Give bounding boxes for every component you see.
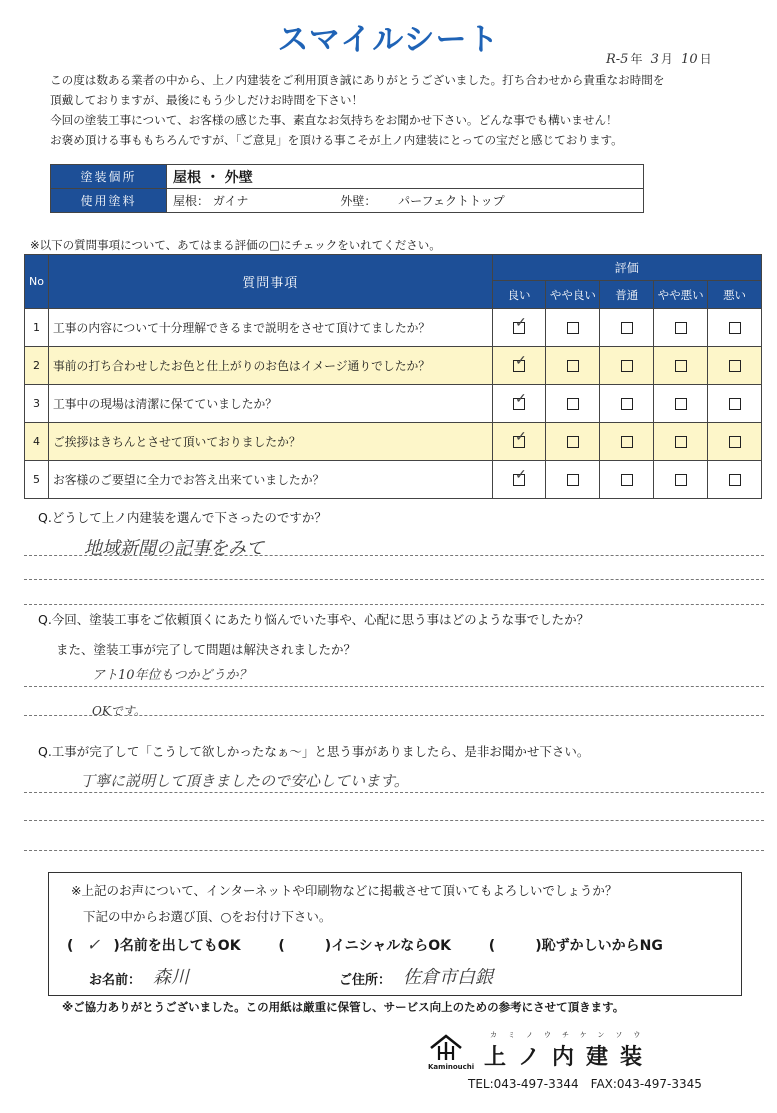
date-month-unit: 月 (660, 52, 673, 66)
address-value: 佐倉市白銀 (403, 967, 493, 988)
col-rating-header: 評価 (492, 255, 761, 281)
checkbox[interactable] (621, 360, 633, 372)
answer-line (24, 715, 764, 716)
question-row (25, 347, 762, 385)
question-1: Q.どうして上ノ内建装を選んで下さったのですか？ (38, 510, 327, 525)
area-label: 塗装個所 (51, 165, 167, 189)
col-question-header: 質問事項 (48, 255, 492, 309)
checkbox[interactable] (567, 322, 579, 334)
check-mark-icon: ✓ (515, 353, 527, 369)
date-day: 10 (681, 52, 698, 67)
rating-cell (492, 347, 546, 385)
check-mark-icon: ✓ (515, 467, 527, 483)
rating-header: 良い (492, 281, 546, 309)
wall-value: パーフェクトトップ (398, 194, 505, 208)
checkbox[interactable] (675, 398, 687, 410)
checkbox[interactable] (675, 474, 687, 486)
consent-box (48, 872, 742, 996)
checkbox[interactable] (621, 322, 633, 334)
company-name: 上ノ内建装 (484, 1045, 655, 1070)
rating-cell (654, 461, 708, 499)
question-row (25, 423, 762, 461)
evaluation-rows (25, 309, 762, 499)
option-initial-ok-label: イニシャルならOK (331, 938, 452, 954)
row-question: 工事中の現場は清潔に保てていましたか？ (48, 385, 492, 423)
option-ng-label: 恥ずかしいからNG (541, 938, 663, 954)
rating-cell (546, 461, 600, 499)
sheet-title: スマイルシート (277, 22, 500, 58)
option-initial-ok[interactable]: ( )イニシャルならOK (278, 938, 452, 954)
name-value: 森川 (153, 967, 189, 988)
paint-value (167, 189, 644, 213)
row-question: 工事の内容について十分理解できるまで説明をさせて頂けてましたか？ (48, 309, 492, 347)
intro-line: 今回の塗装工事について、お客様の感じた事、素直なお気持ちをお聞かせ下さい。どんな事でも構いません！ (50, 113, 618, 127)
row-question: ご挨拶はきちんとさせて頂いておりましたか？ (48, 423, 492, 461)
intro-text (50, 70, 760, 150)
row-number: 1 (25, 309, 49, 347)
row-number: 5 (25, 461, 49, 499)
rating-cell (708, 423, 762, 461)
checkbox[interactable] (513, 391, 527, 410)
checkbox[interactable] (513, 429, 527, 448)
answer-line (24, 555, 764, 556)
date-month: 3 (650, 52, 659, 67)
answer-line (24, 604, 764, 605)
option-name-ok-label: 名前を出してもOK (119, 938, 241, 954)
question-row (25, 385, 762, 423)
answer-line (24, 579, 764, 580)
rating-cell (600, 309, 654, 347)
rating-cell (600, 423, 654, 461)
answer-3: 丁寧に説明して頂きましたので安心しています。 (80, 772, 409, 790)
wall-label: 外壁： (340, 194, 377, 208)
evaluation-table (24, 254, 762, 499)
checkbox[interactable] (729, 436, 741, 448)
rating-cell (546, 309, 600, 347)
thanks-note: ※ご協力ありがとうございました。この用紙は厳重に保管し、サービス向上のための参考にさせて頂きます。 (62, 1000, 625, 1014)
check-mark: ✓ (86, 935, 101, 954)
rating-cell (600, 461, 654, 499)
check-mark-icon: ✓ (515, 315, 527, 331)
roof-label: 屋根： (173, 194, 210, 208)
intro-line: お褒め頂ける事ももちろんですが、「ご意見」を頂ける事こそが上ノ内建装にとっての宝だと感じております。 (50, 133, 623, 147)
answer-2b: OKです。 (92, 704, 146, 718)
rating-cell (708, 347, 762, 385)
answer-2a: アト10年位もつかどうか？ (92, 668, 252, 683)
instruction-note: ※以下の質問事項について、あてはまる評価の□にチェックをいれてください。 (30, 238, 441, 252)
checkbox[interactable] (729, 398, 741, 410)
row-question: 事前の打ち合わせしたお色と仕上がりのお色はイメージ通りでしたか？ (48, 347, 492, 385)
checkbox[interactable] (729, 322, 741, 334)
option-ng[interactable]: ( )恥ずかしいからNG (488, 938, 663, 954)
company-ruby: カミノウチケンソウ (490, 1031, 652, 1039)
row-question: お客様のご要望に全力でお答え出来ていましたか？ (48, 461, 492, 499)
checkbox[interactable] (621, 474, 633, 486)
checkbox[interactable] (621, 398, 633, 410)
checkbox[interactable] (567, 360, 579, 372)
roof-value: ガイナ (212, 194, 249, 208)
rating-header: 悪い (708, 281, 762, 309)
checkbox[interactable] (513, 315, 527, 334)
rating-cell (546, 347, 600, 385)
rating-header: 普通 (600, 281, 654, 309)
intro-line: 頂戴しておりますが、最後にもう少しだけお時間を下さい！ (50, 93, 364, 107)
logo-english: Kaminouchi (428, 1063, 475, 1071)
rating-cell (600, 347, 654, 385)
rating-cell (600, 385, 654, 423)
checkbox[interactable] (675, 360, 687, 372)
rating-cell (654, 423, 708, 461)
question-2: Q.今回、塗装工事をご依頼頂くにあたり悩んでいた事や、心配に思う事はどのような事でしたか？ (38, 612, 590, 627)
checkbox[interactable] (729, 360, 741, 372)
checkbox[interactable] (513, 467, 527, 486)
checkbox[interactable] (567, 474, 579, 486)
question-3: Q.工事が完了して「こうして欲しかったなぁ～」と思う事がありましたら、是非お聞かせ下さい。 (38, 744, 590, 759)
rating-cell (708, 461, 762, 499)
option-name-ok[interactable]: ( ✓ )名前を出してもOK (67, 935, 241, 954)
question-row (25, 461, 762, 499)
answer-line (24, 686, 764, 687)
row-number: 2 (25, 347, 49, 385)
paint-spec-table (50, 164, 644, 213)
rating-cell (654, 309, 708, 347)
checkbox[interactable] (675, 322, 687, 334)
rating-header: やや良い (546, 281, 600, 309)
checkbox[interactable] (513, 353, 527, 372)
address-label: ご住所： (339, 973, 392, 988)
rating-cell (708, 309, 762, 347)
consent-options (67, 935, 663, 955)
company-logo (428, 1030, 688, 1074)
question-2-sub: また、塗装工事が完了して問題は解決されましたか？ (56, 642, 357, 657)
intro-line: この度は数ある業者の中から、上ノ内建装をご利用頂き誠にありがとうございました。打ち合わせから貴重なお時間を (50, 73, 665, 87)
paint-label: 使用塗料 (51, 189, 167, 213)
consent-instruction: 下記の中からお選び頂、○をお付け下さい。 (83, 909, 332, 924)
rating-header: やや悪い (654, 281, 708, 309)
row-number: 4 (25, 423, 49, 461)
check-mark-icon: ✓ (515, 429, 527, 445)
question-row (25, 309, 762, 347)
date-year-unit: 年 (630, 52, 643, 66)
rating-cell (492, 423, 546, 461)
row-number: 3 (25, 385, 49, 423)
rating-cell (654, 385, 708, 423)
house-logo-icon (428, 1032, 464, 1064)
checkbox[interactable] (567, 398, 579, 410)
checkbox[interactable] (621, 436, 633, 448)
date-year: R-5 (606, 52, 629, 67)
answer-line (24, 850, 764, 851)
rating-cell (492, 385, 546, 423)
consent-question: ※上記のお声について、インターネットや印刷物などに掲載させて頂いてもよろしいでしょうか？ (71, 883, 618, 898)
handwritten-date (606, 50, 716, 67)
check-mark-icon: ✓ (515, 391, 527, 407)
company-contact: TEL:043-497-3344 FAX:043-497-3345 (468, 1077, 702, 1091)
name-label: お名前： (89, 973, 142, 988)
answer-line (24, 820, 764, 821)
checkbox[interactable] (729, 474, 741, 486)
rating-cell (492, 461, 546, 499)
checkbox[interactable] (675, 436, 687, 448)
answer-line (24, 792, 764, 793)
rating-cell (654, 347, 708, 385)
col-no-header: No (25, 255, 49, 309)
answer-1: 地域新聞の記事をみて (84, 538, 264, 559)
rating-cell (708, 385, 762, 423)
date-day-unit: 日 (699, 52, 712, 66)
rating-cell (546, 385, 600, 423)
rating-cell (546, 423, 600, 461)
checkbox[interactable] (567, 436, 579, 448)
rating-cell (492, 309, 546, 347)
area-value: 屋根 ・ 外壁 (167, 165, 644, 189)
